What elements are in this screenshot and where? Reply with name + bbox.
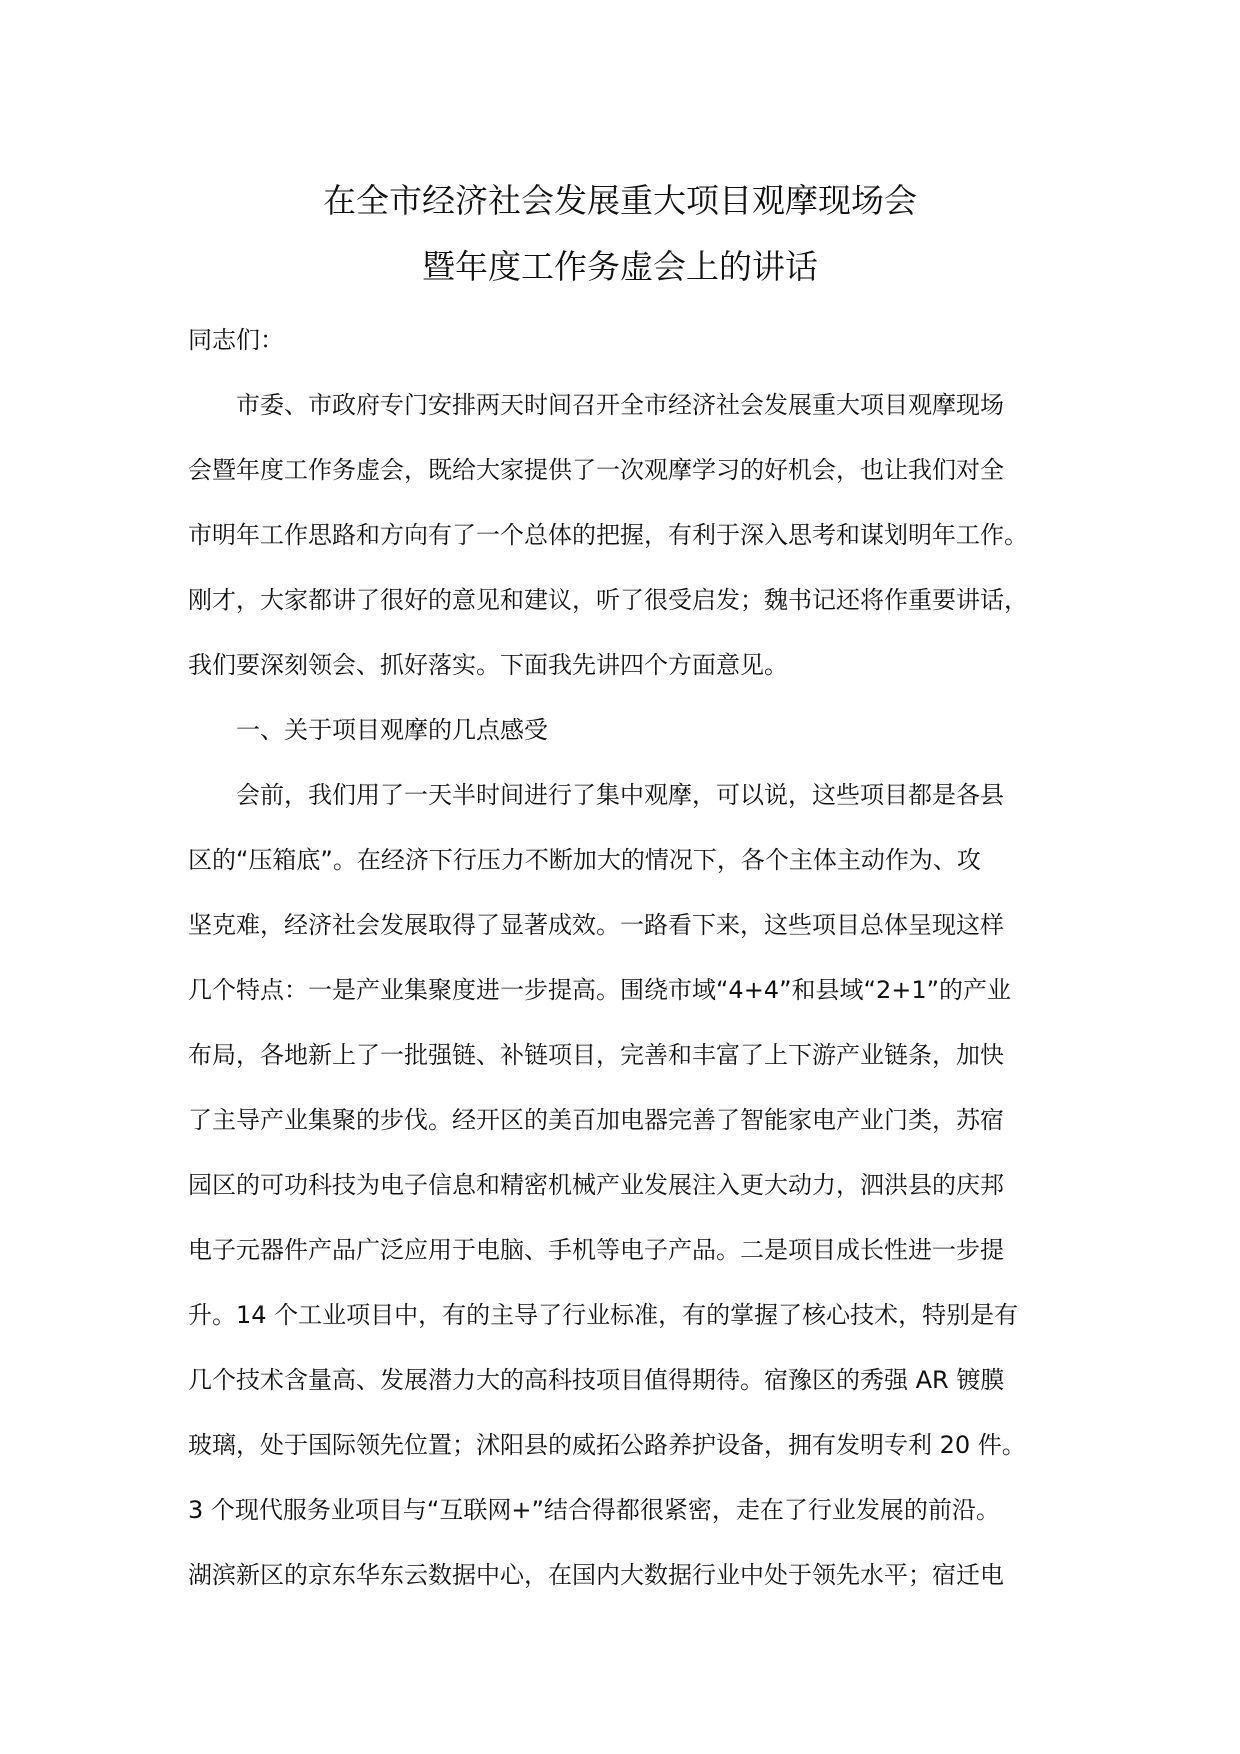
title-line-2: 暨年度工作务虚会上的讲话	[422, 247, 818, 286]
text-line: 电子元器件产品广泛应用于电脑、手机等电子产品。二是项目成长性进一步提	[188, 1236, 1004, 1264]
text-line: 布局，各地新上了一批强链、补链项目，完善和丰富了上下游产业链条，加快	[188, 1041, 1004, 1069]
text-line: 升。14 个工业项目中，有的主导了行业标准，有的掌握了核心技术，特别是有	[188, 1301, 1019, 1329]
text-line: 市明年工作思路和方向有了一个总体的把握，有利于深入思考和谋划明年工作。	[188, 521, 1028, 549]
text-line: 一、关于项目观摩的几点感受	[236, 716, 548, 744]
text-line: 我们要深刻领会、抓好落实。下面我先讲四个方面意见。	[188, 651, 788, 679]
speech-title	[0, 168, 1240, 300]
text-line: 湖滨新区的京东华东云数据中心，在国内大数据行业中处于领先水平；宿迁电	[188, 1561, 1004, 1589]
text-line: 坚克难，经济社会发展取得了显著成效。一路看下来，这些项目总体呈现这样	[188, 911, 1004, 939]
text-line: 同志们：	[188, 326, 284, 354]
text-line: 市委、市政府专门安排两天时间召开全市经济社会发展重大项目观摩现场	[236, 391, 1004, 419]
text-line: 3 个现代服务业项目与“互联网+”结合得都很紧密，走在了行业发展的前沿。	[188, 1496, 1000, 1524]
text-line: 玻璃，处于国际领先位置；沭阳县的威拓公路养护设备，拥有发明专利 20 件。	[188, 1431, 1026, 1459]
text-line: 刚才，大家都讲了很好的意见和建议，听了很受启发；魏书记还将作重要讲话，	[188, 586, 1028, 614]
text-line: 会暨年度工作务虚会，既给大家提供了一次观摩学习的好机会，也让我们对全	[188, 456, 1004, 484]
text-line: 区的“压箱底”。在经济下行压力不断加大的情况下，各个主体主动作为、攻	[188, 846, 981, 874]
text-line: 几个技术含量高、发展潜力大的高科技项目值得期待。宿豫区的秀强 AR 镀膜	[188, 1366, 1005, 1394]
text-line: 几个特点：一是产业集聚度进一步提高。围绕市域“4+4”和县域“2+1”的产业	[188, 976, 1012, 1004]
title-line-1: 在全市经济社会发展重大项目观摩现场会	[323, 181, 917, 220]
text-line: 会前，我们用了一天半时间进行了集中观摩，可以说，这些项目都是各县	[236, 781, 1004, 809]
text-line: 了主导产业集聚的步伐。经开区的美百加电器完善了智能家电产业门类，苏宿	[188, 1106, 1004, 1134]
text-line: 园区的可功科技为电子信息和精密机械产业发展注入更大动力，泗洪县的庆邦	[188, 1171, 1004, 1199]
speech-body	[188, 308, 1088, 1608]
